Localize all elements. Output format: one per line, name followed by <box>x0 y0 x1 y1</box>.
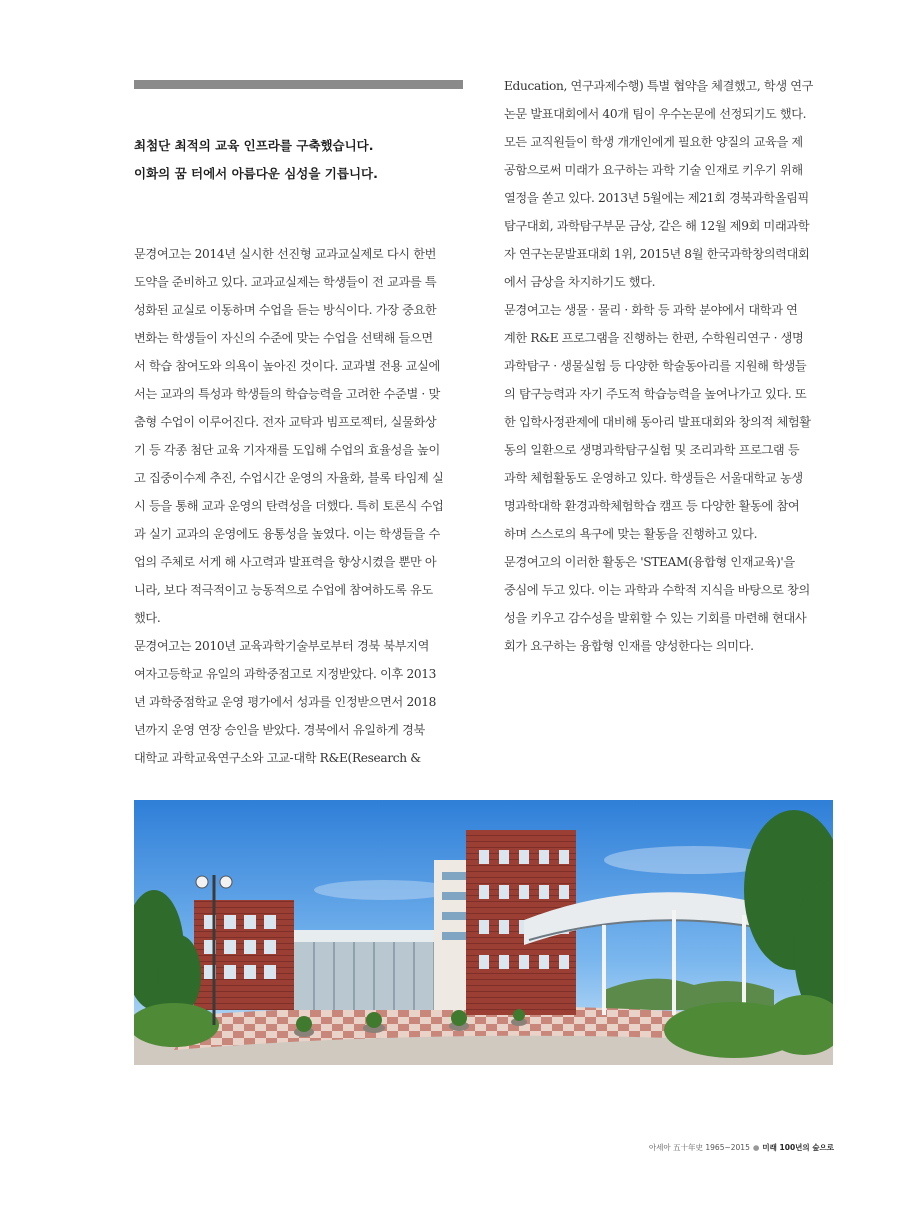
footer-separator-dot: ● <box>752 1143 760 1152</box>
footer-section-title: 미래 100년의 숲으로 <box>762 1143 834 1152</box>
left-column-text <box>134 240 463 772</box>
page-footer <box>649 1142 834 1153</box>
text-line: 업의 주체로 서게 해 사고력과 발표력을 향상시켰을 뿐만 아 <box>134 555 437 569</box>
school-campus-photo <box>134 800 833 1065</box>
text-line: 모든 교직원들이 학생 개개인에게 필요한 양질의 교육을 제 <box>504 135 803 149</box>
text-line: 성화된 교실로 이동하며 수업을 듣는 방식이다. 가장 중요한 <box>134 303 437 317</box>
text-line: 춤형 수업이 이루어진다. 전자 교탁과 빔프로젝터, 실물화상 <box>134 415 437 429</box>
text-line: 문경여고의 이러한 활동은 'STEAM(융합형 인재교육)'을 <box>504 555 795 569</box>
text-line: 회가 요구하는 융합형 인재를 양성한다는 의미다. <box>504 639 754 653</box>
text-line: 대학교 과학교육연구소와 고교-대학 R&E(Research & <box>134 751 421 765</box>
text-line: 서 학습 참여도와 의욕이 높아진 것이다. 교과별 전용 교실에 <box>134 359 440 373</box>
text-line: 과학탐구 · 생물실험 등 다양한 학술동아리를 지원해 학생들 <box>504 359 807 373</box>
text-line: 열정을 쏟고 있다. 2013년 5월에는 제21회 경북과학올림픽 <box>504 191 809 205</box>
text-line: 도약을 준비하고 있다. 교과교실제는 학생들이 전 교과를 특 <box>134 275 437 289</box>
text-line: 문경여고는 2010년 교육과학기술부로부터 경북 북부지역 <box>134 639 430 653</box>
text-line: 논문 발표대회에서 40개 팀이 우수논문에 선정되기도 했다. <box>504 107 807 121</box>
section-heading <box>134 132 474 188</box>
text-line: 년까지 운영 연장 승인을 받았다. 경북에서 유일하게 경북 <box>134 723 425 737</box>
text-line: 과학 체험활동도 운영하고 있다. 학생들은 서울대학교 농생 <box>504 471 803 485</box>
section-divider-bar <box>134 80 463 89</box>
text-line: 동의 일환으로 생명과학탐구실험 및 조리과학 프로그램 등 <box>504 443 800 457</box>
right-column-text <box>504 72 833 660</box>
text-line: 문경여고는 생물 · 물리 · 화학 등 과학 분야에서 대학과 연 <box>504 303 798 317</box>
text-line: 여자고등학교 유일의 과학중점고로 지정받았다. 이후 2013 <box>134 667 437 681</box>
text-line: 계한 R&E 프로그램을 진행하는 한편, 수학원리연구 · 생명 <box>504 331 804 345</box>
text-line: 탐구대회, 과학탐구부문 금상, 같은 해 12월 제9회 미래과학 <box>504 219 810 233</box>
text-line: 했다. <box>134 611 161 625</box>
text-line: 변화는 학생들이 자신의 수준에 맞는 수업을 선택해 들으면 <box>134 331 433 345</box>
text-line: 하며 스스로의 욕구에 맞는 활동을 진행하고 있다. <box>504 527 758 541</box>
text-line: 서는 교과의 특성과 학생들의 학습능력을 고려한 수준별 · 맞 <box>134 387 440 401</box>
text-line: 문경여고는 2014년 실시한 선진형 교과교실제로 다시 한번 <box>134 247 437 261</box>
text-line: 시 등을 통해 교과 운영의 탄력성을 더했다. 특히 토론식 수업 <box>134 499 444 513</box>
text-line: 고 집중이수제 추진, 수업시간 운영의 자율화, 블록 타임제 실 <box>134 471 444 485</box>
text-line: 년 과학중점학교 운영 평가에서 성과를 인정받으면서 2018 <box>134 695 437 709</box>
text-line: 명과학대학 환경과학체험학습 캠프 등 다양한 활동에 참여 <box>504 499 800 513</box>
text-line: 중심에 두고 있다. 이는 과학과 수학적 지식을 바탕으로 창의 <box>504 583 810 597</box>
text-line: 기 등 각종 첨단 교육 기자재를 도입해 수업의 효율성을 높이 <box>134 443 440 457</box>
text-line: 공함으로써 미래가 요구하는 과학 기술 인재로 키우기 위해 <box>504 163 803 177</box>
text-line: Education, 연구과제수행) 특별 협약을 체결했고, 학생 연구 <box>504 79 814 93</box>
text-line: 성을 키우고 감수성을 발휘할 수 있는 기회를 마련해 현대사 <box>504 611 807 625</box>
text-line: 에서 금상을 차지하기도 했다. <box>504 275 656 289</box>
heading-line-1: 최첨단 최적의 교육 인프라를 구축했습니다. <box>134 138 374 153</box>
text-line: 한 입학사정관제에 대비해 동아리 발표대회와 창의적 체험활 <box>504 415 811 429</box>
text-line: 자 연구논문발표대회 1위, 2015년 8월 한국과학창의력대회 <box>504 247 810 261</box>
text-line: 과 실기 교과의 운영에도 융통성을 높였다. 이는 학생들을 수 <box>134 527 440 541</box>
text-line: 니라, 보다 적극적이고 능동적으로 수업에 참여하도록 유도 <box>134 583 433 597</box>
heading-line-2: 이화의 꿈 터에서 아름다운 심성을 기릅니다. <box>134 166 378 181</box>
text-line: 의 탐구능력과 자기 주도적 학습능력을 높여나가고 있다. 또 <box>504 387 807 401</box>
footer-book-title: 아세아 五十年史 1965~2015 <box>648 1143 750 1152</box>
